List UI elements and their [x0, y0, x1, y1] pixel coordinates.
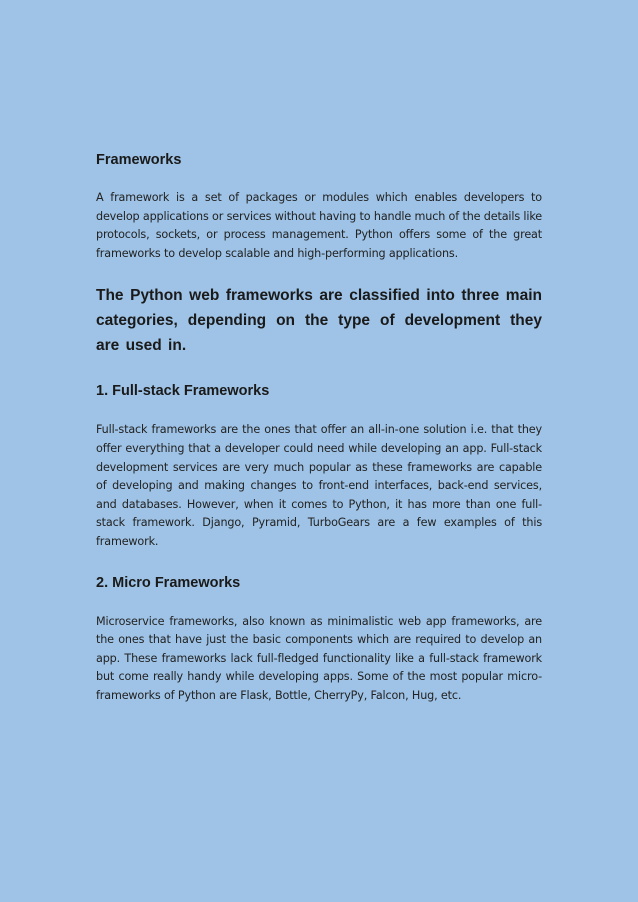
section-heading-full-stack: 1. Full-stack Frameworks	[96, 383, 270, 400]
page-title: Frameworks	[96, 152, 182, 168]
intro-paragraph: A framework is a set of packages or modules which enables developers to develop applications or services without having to handle much of the details like protocols, sockets, or process management. Python offers some of the great frameworks to develop scalable and high-performing applications.	[96, 191, 542, 260]
section-heading-micro: 2. Micro Frameworks	[96, 574, 241, 591]
document-page	[96, 150, 542, 706]
section-body-full-stack: Full-stack frameworks are the ones that offer an all-in-one solution i.e. that they offer everything that a developer could need while developing an app. Full-stack development services are very much popular as these frameworks are capable of developing and making changes to front-end interfaces, back-end services, and databases. However, when it comes to Python, it has more than one full-stack framework. Django, Pyramid, TurboGears are a few examples of this framework.	[96, 423, 542, 548]
lead-statement: The Python web frameworks are classified into three main categories, depending on the type of development they are used in.	[96, 287, 542, 355]
section-body-micro: Microservice frameworks, also known as minimalistic web app frameworks, are the ones that have just the basic components which are required to develop an app. These frameworks lack full-fledged functionality like a full-stack framework but come really handy while developing apps. Some of the most popular micro-frameworks of Python are Flask, Bottle, CherryPy, Falcon, Hug, etc.	[96, 614, 542, 702]
